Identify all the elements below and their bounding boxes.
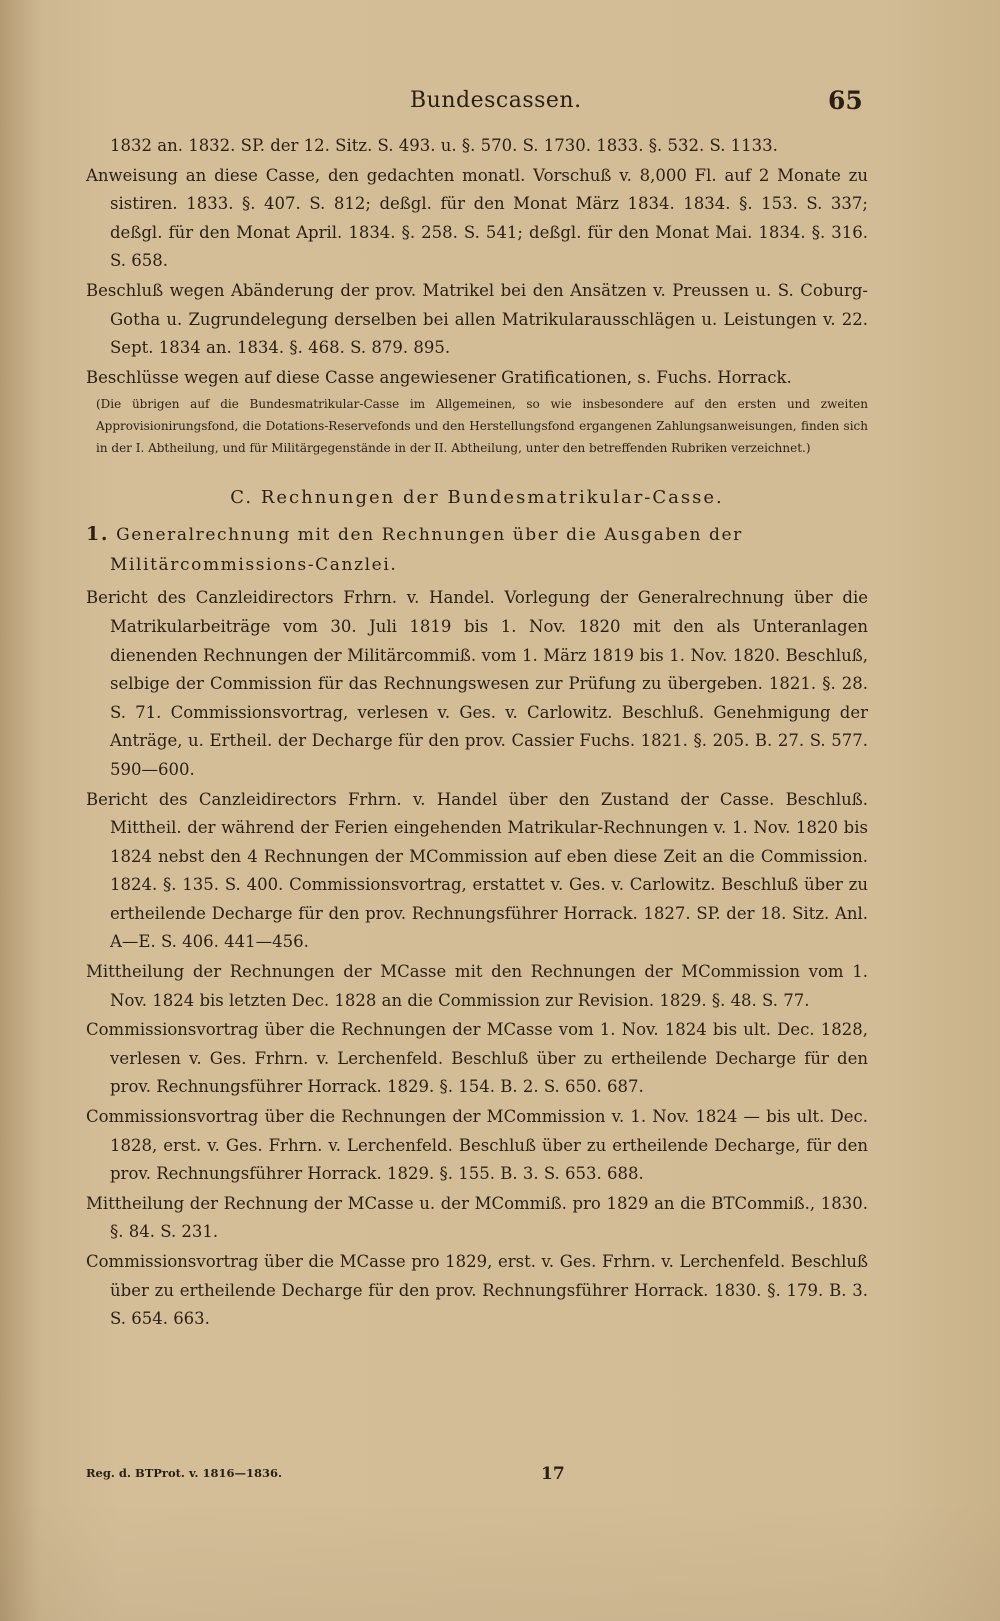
running-title: Bundescassen. [410, 88, 582, 113]
page-bottom-margin [0, 1500, 1000, 1621]
sub-heading-text: Generalrechnung mit den Rechnungen über die Ausgaben der Militärcommissions-Canzlei. [110, 525, 743, 576]
page-number: 65 [828, 86, 863, 115]
page-footer [86, 1466, 868, 1496]
entry-paragraph: Commissionsvortrag über die MCasse pro 1829, erst. v. Ges. Frhrn. v. Lerchenfeld. Beschluß über zu ertheilende Decharge für den prov. Rechnungsführer Horrack. 1830. §. 179. B. 3. S. 654. 663. [86, 1252, 868, 1329]
entry-paragraph: Commissionsvortrag über die Rechnungen der MCasse vom 1. Nov. 1824 bis ult. Dec. 1828, verlesen v. Ges. Frhrn. v. Lerchenfeld. Beschluß über zu ertheilende Decharge für den prov. Rechnungsführer Horrack. 1829. §. 154. B. 2. S. 650. 687. [86, 1020, 868, 1097]
entry-paragraph: Beschluß wegen Abänderung der prov. Matrikel bei den Ansätzen v. Preussen u. S. Coburg-Gotha u. Zugrundelegung derselben bei allen Matrikularausschlägen u. Leistungen v. 22. Sept. 1834 an. 1834. §. 468. S. 879. 895. [86, 280, 868, 358]
entry-paragraph: Commissionsvortrag über die Rechnungen der MCommission v. 1. Nov. 1824 — bis ult. Dec. 1828, erst. v. Ges. Frhrn. v. Lerchenfeld. Beschluß über zu ertheilende Decharge, für den prov. Rechnungsführer Horrack. 1829. §. 155. B. 3. S. 653. 688. [86, 1107, 868, 1184]
section-heading: C. Rechnungen der Bundesmatrikular-Casse. [230, 487, 724, 509]
footer-signature: Reg. d. BTProt. v. 1816—1836. [86, 1466, 282, 1480]
entry-paragraph: Anweisung an diese Casse, den gedachten monatl. Vorschuß v. 8,000 Fl. auf 2 Monate zu sistiren. 1833. §. 407. S. 812; deßgl. für den Monat März 1834. 1834. §. 153. S. 337; deßgl. für den Monat April. 1834. §. 258. S. 541; deßgl. für den Monat Mai. 1834. §. 316. S. 658. [86, 165, 868, 271]
entry-paragraph: Beschlüsse wegen auf diese Casse angewiesener Gratificationen, s. Fuchs. Horrack. [86, 367, 792, 387]
sheet-number: 17 [541, 1464, 565, 1484]
entry-paragraph: Bericht des Canzleidirectors Frhrn. v. Handel über den Zustand der Casse. Beschluß. Mittheil. der während der Ferien eingehenden Matrikular-Rechnungen v. 1. Nov. 1820 bis 1824 nebst den 4 Rechnungen der MCommission auf eben diese Zeit an die Commission. 1824. §. 135. S. 400. Commissionsvortrag, erstattet v. Ges. v. Carlowitz. Beschluß über zu ertheilende Decharge für den prov. Rechnungsführer Horrack. 1827. SP. der 18. Sitz. Anl. A—E. S. 406. 441—456. [86, 789, 868, 952]
page-body [86, 132, 868, 1335]
sub-heading [86, 519, 868, 580]
entry-paragraph: 1832 an. 1832. SP. der 12. Sitz. S. 493. u. §. 570. S. 1730. 1833. §. 532. S. 1133. [110, 136, 778, 155]
sub-heading-number: 1. [86, 523, 110, 546]
editorial-note: (Die übrigen auf die Bundesmatrikular-Casse im Allgemeinen, so wie insbesondere auf den ersten und zweiten Approvisionirungsfond, die Dotations-Reservefonds und den Herstellungsfond ergangenen Zahlungsanweisungen, finden sich in der I. Abtheilung, und für Militärgegenstände in der II. Abtheilung, unter den betreffenden Rubriken verzeichnet.) [96, 397, 868, 456]
page-header [0, 88, 1000, 124]
entry-paragraph: Mittheilung der Rechnungen der MCasse mit den Rechnungen der MCommission vom 1. Nov. 1824 bis letzten Dec. 1828 an die Commission zur Revision. 1829. §. 48. S. 77. [86, 962, 868, 1010]
entry-paragraph: Mittheilung der Rechnung der MCasse u. der MCommiß. pro 1829 an die BTCommiß., 1830. §. 84. S. 231. [86, 1193, 868, 1242]
entry-paragraph: Bericht des Canzleidirectors Frhrn. v. Handel. Vorlegung der Generalrechnung über die Matrikularbeiträge vom 30. Juli 1819 bis 1. Nov. 1820 mit den als Unteranlagen dienenden Rechnungen der Militärcommiß. vom 1. März 1819 bis 1. Nov. 1820. Beschluß, selbige der Commission für das Rechnungswesen zur Prüfung zu übergeben. 1821. §. 28. S. 71. Commissionsvortrag, verlesen v. Ges. v. Carlowitz. Beschluß. Genehmigung der Anträge, u. Ertheil. der Decharge für den prov. Cassier Fuchs. 1821. §. 205. B. 27. S. 577. 590—600. [86, 588, 868, 779]
